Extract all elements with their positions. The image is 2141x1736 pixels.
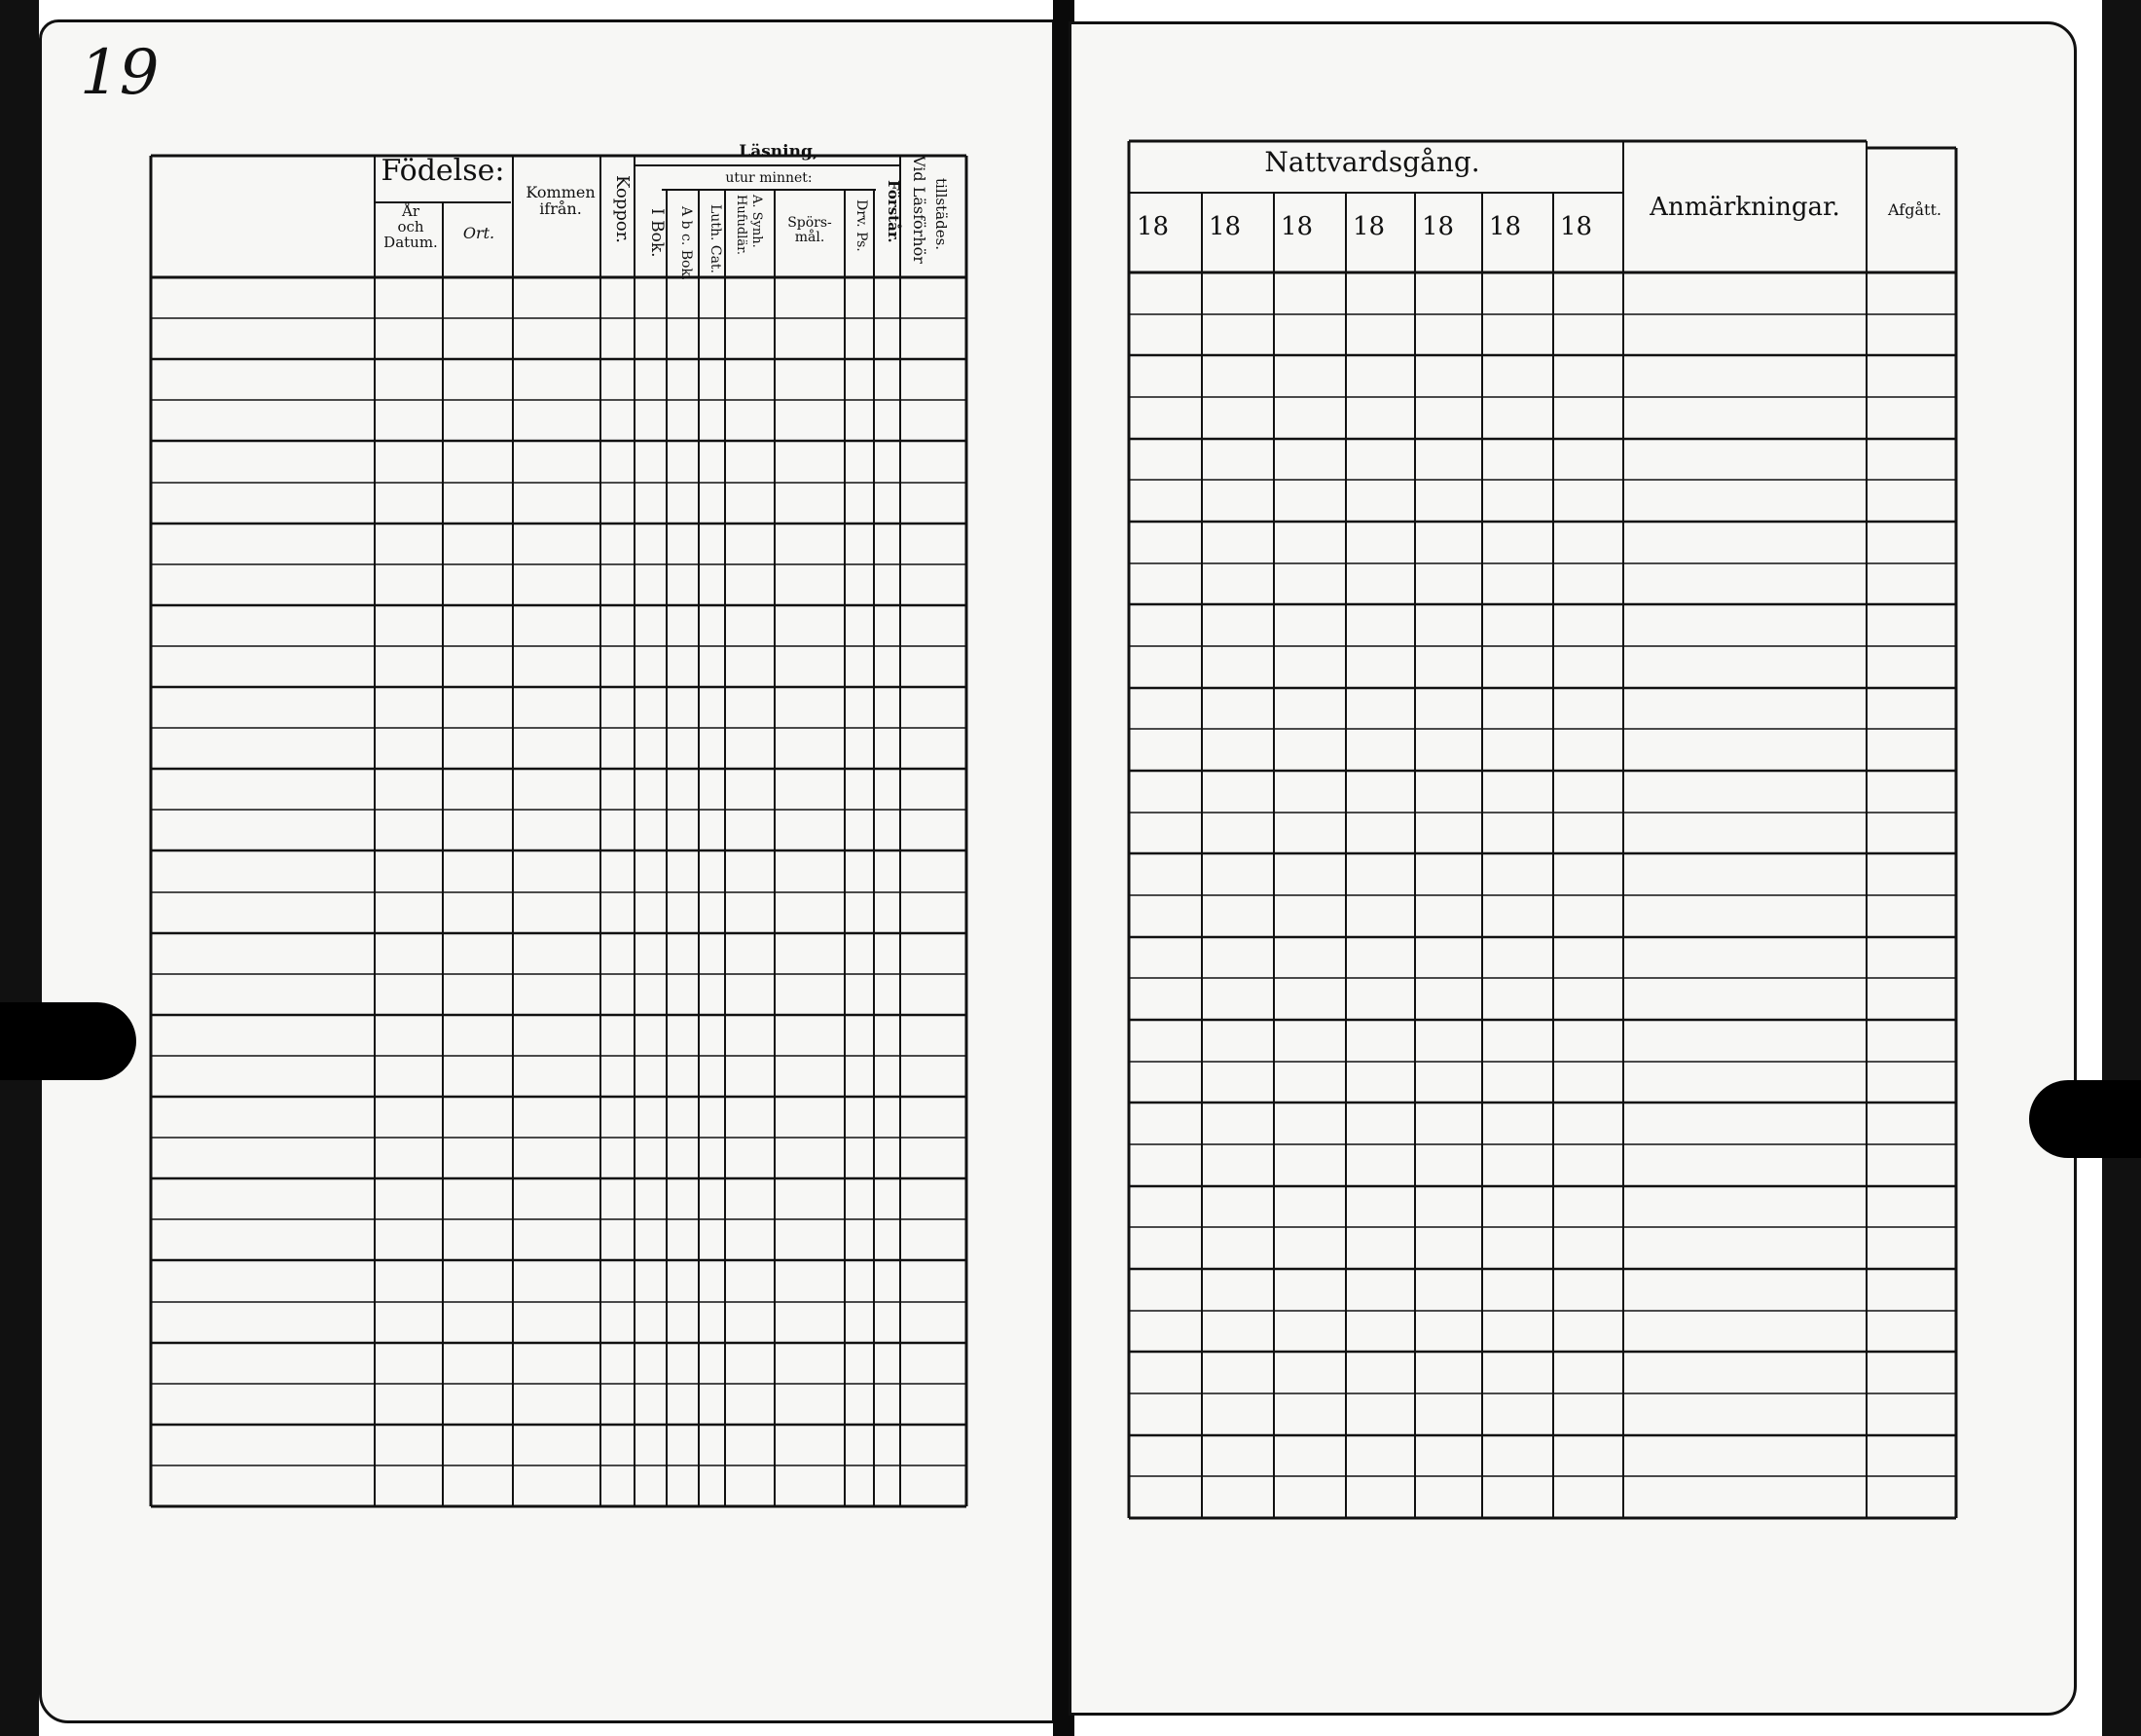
header-ar-och-datum: År och Datum. (383, 202, 438, 251)
header-nattvardsgang: Nattvardsgång. (1264, 146, 1480, 178)
header-abc-bok: A b c. Bok. (678, 206, 694, 281)
header-lasning: Läsning, (739, 142, 818, 162)
header-tillstades: tillstädes. (931, 177, 950, 251)
header-ort: Ort. (462, 224, 495, 242)
header-forstar: Förstår. (885, 180, 902, 243)
header-sporsmal: Spörs- mål. (787, 215, 832, 245)
header-utur-minnet: utur minnet: (725, 170, 813, 186)
header-fodelse: Födelse: (381, 154, 505, 188)
year-header-7: 18 (1560, 212, 1593, 241)
page-number: 19 (80, 37, 160, 109)
header-koppor: Koppor. (612, 175, 633, 244)
header-drv-ps: Drv. Ps. (853, 199, 869, 252)
year-header-3: 18 (1281, 212, 1314, 241)
header-i-bok: I Bok. (647, 208, 667, 258)
year-header-4: 18 (1353, 212, 1386, 241)
year-header-5: 18 (1422, 212, 1455, 241)
header-hufudlaran: Hufudlär. (734, 195, 748, 256)
year-header-1: 18 (1137, 212, 1170, 241)
header-afgatt: Afgått. (1888, 200, 1941, 219)
header-luth-cat: Luth. Cat. (708, 204, 723, 273)
year-header-2: 18 (1209, 212, 1242, 241)
header-a-synh: A. Synh. (749, 195, 764, 248)
year-header-6: 18 (1489, 212, 1522, 241)
header-anmarkningar: Anmärkningar. (1650, 193, 1840, 222)
header-vid-lasforhor: Vid Läsförhör (909, 155, 928, 264)
header-kommen-ifran: Kommen ifrån. (526, 183, 596, 218)
